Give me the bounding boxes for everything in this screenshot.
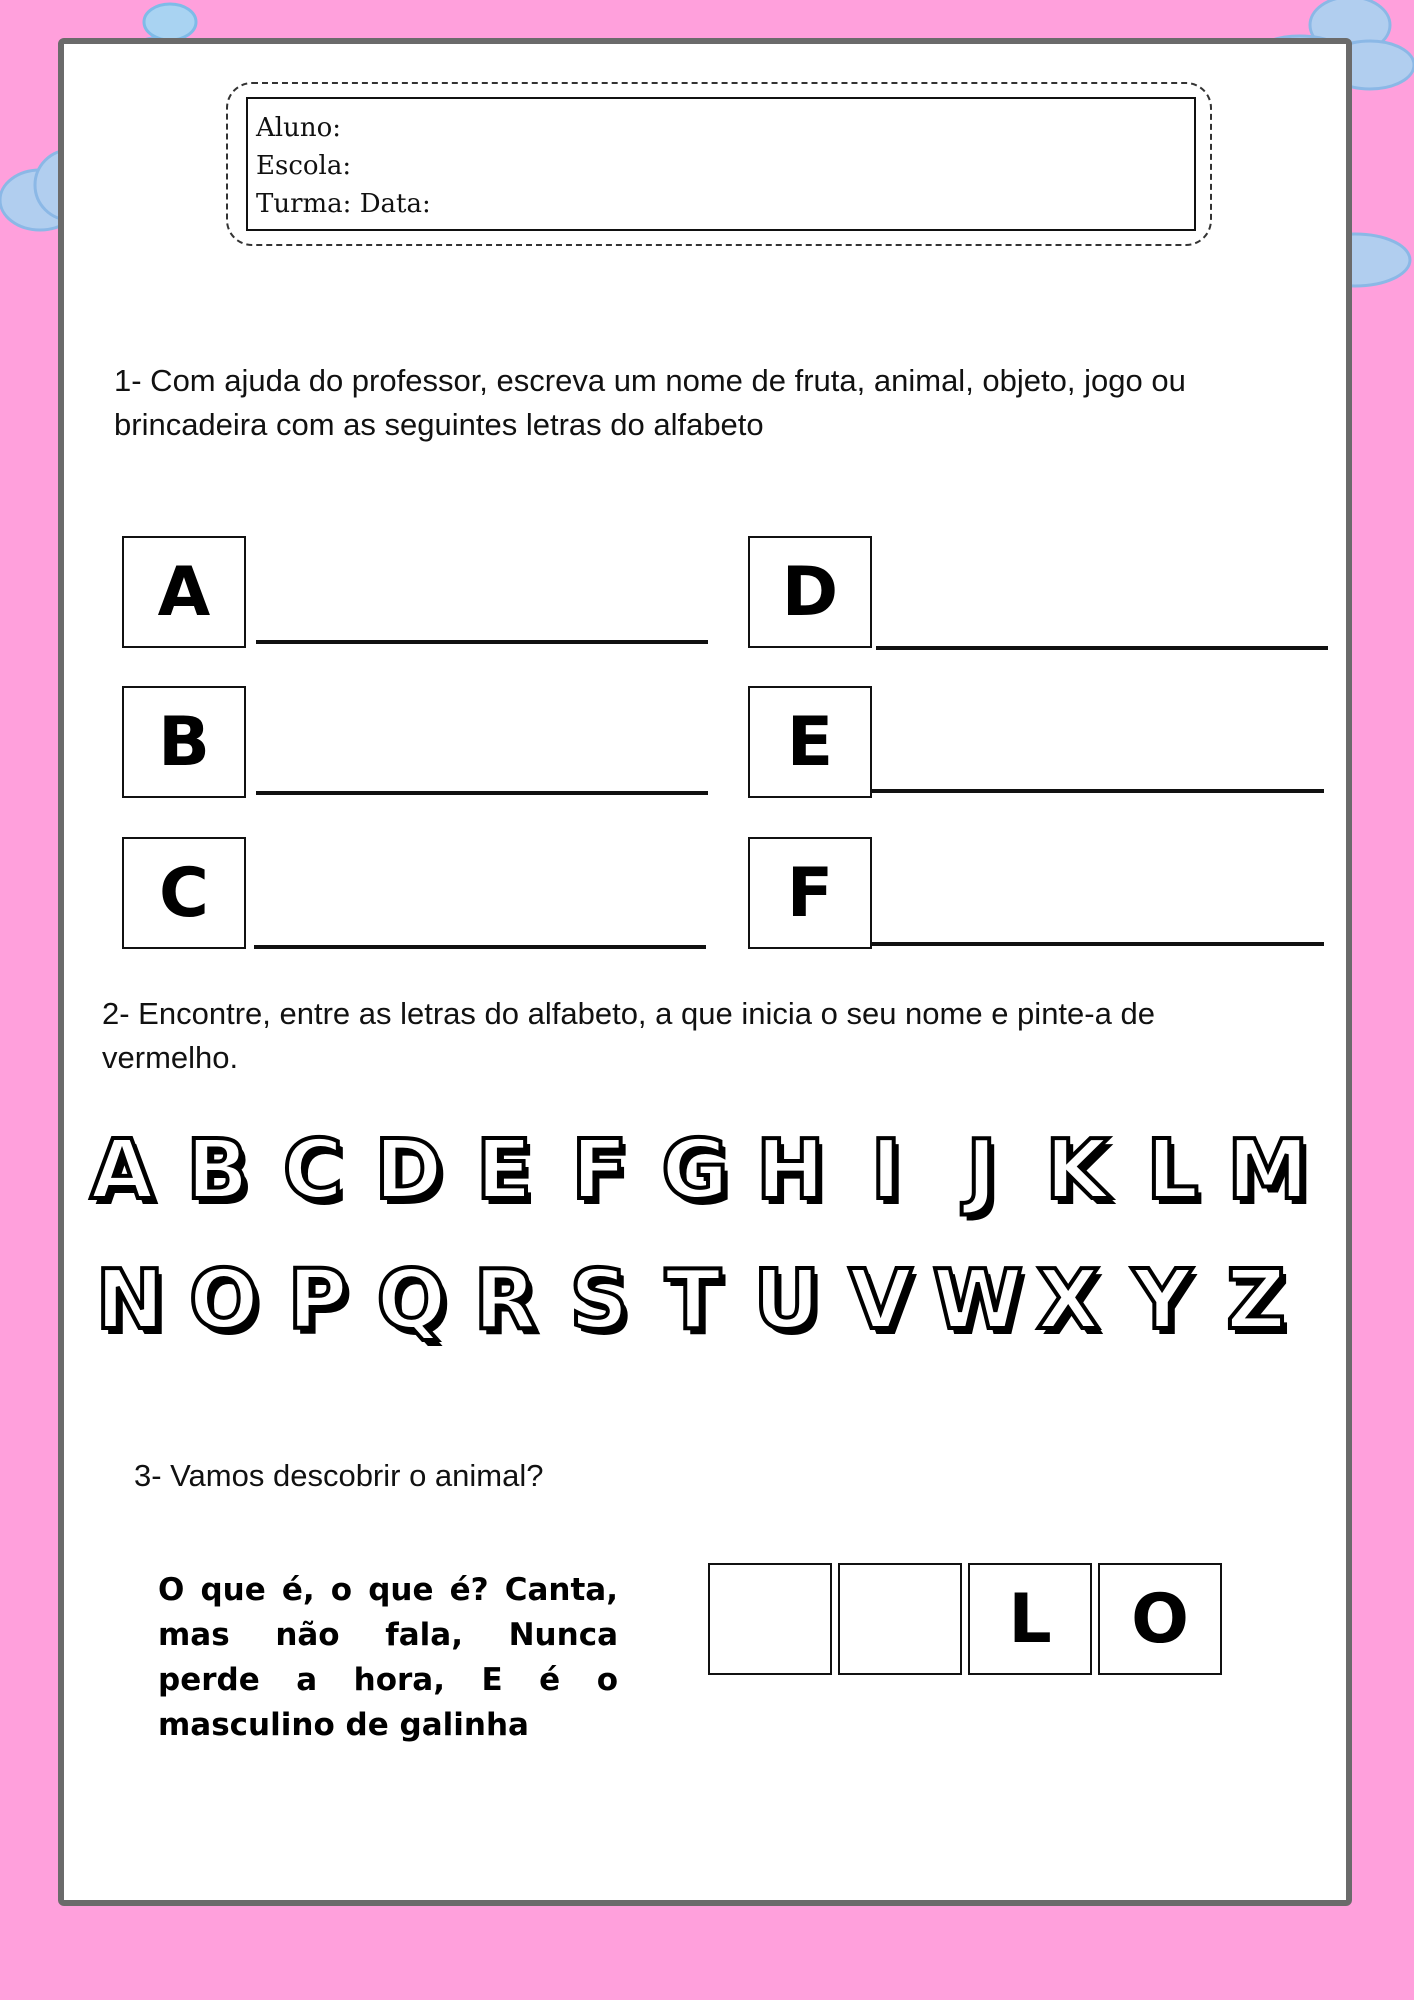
alphabet-letter-o[interactable]: O (188, 1253, 259, 1348)
letter-box-c: C (122, 837, 246, 949)
alphabet-letter-v[interactable]: V (848, 1253, 913, 1348)
question-3-text: 3- Vamos descobrir o animal? (134, 1458, 544, 1493)
aluno-label: Aluno: (256, 113, 341, 143)
alphabet-letter-s[interactable]: S (569, 1253, 629, 1348)
word-box-2[interactable] (838, 1563, 962, 1675)
question-2-text: 2- Encontre, entre as letras do alfabeto, a que inicia o seu nome e pinte-a de vermelho. (102, 996, 1155, 1075)
student-info-box (246, 97, 1196, 231)
question-1-text: 1- Com ajuda do professor, escreva um nome de fruta, animal, objeto, jogo ou brincadeira com as seguintes letras do alfabeto (114, 363, 1186, 442)
word-box-4: O (1098, 1563, 1222, 1675)
letter-box-d: D (748, 536, 872, 648)
letter-box-a: A (122, 536, 246, 648)
riddle-text: O que é, o que é? Canta, mas não fala, Nunca perde a hora, E é o masculino de galinha (158, 1572, 618, 1743)
alphabet-row-1 (80, 1123, 1310, 1218)
answer-line-d[interactable] (876, 646, 1328, 650)
alphabet-letter-q[interactable]: Q (376, 1253, 447, 1348)
alphabet-letter-f[interactable]: F (571, 1123, 628, 1218)
answer-line-a[interactable] (256, 640, 708, 644)
alphabet-letter-y[interactable]: Y (1132, 1253, 1192, 1348)
word-box-3: L (968, 1563, 1092, 1675)
alphabet-letter-u[interactable]: U (753, 1253, 821, 1348)
alphabet-letter-l[interactable]: L (1146, 1123, 1199, 1218)
alphabet-letter-m[interactable]: M (1227, 1123, 1309, 1218)
alphabet-letter-t[interactable]: T (665, 1253, 721, 1348)
answer-line-f[interactable] (872, 942, 1324, 946)
turma-data-label: Turma: Data: (256, 189, 431, 219)
alphabet-letter-b[interactable]: B (186, 1123, 249, 1218)
answer-line-e[interactable] (872, 789, 1324, 793)
alphabet-letter-r[interactable]: R (473, 1253, 537, 1348)
alphabet-letter-p[interactable]: P (287, 1253, 348, 1348)
alphabet-letter-d[interactable]: D (374, 1123, 443, 1218)
alphabet-letter-e[interactable]: E (475, 1123, 532, 1218)
letter-box-e: E (748, 686, 872, 798)
alphabet-letter-i[interactable]: I (870, 1123, 902, 1218)
letter-box-f: F (748, 837, 872, 949)
alphabet-letter-c[interactable]: C (282, 1123, 344, 1218)
alphabet-letter-z[interactable]: Z (1226, 1253, 1286, 1348)
alphabet-letter-k[interactable]: K (1045, 1123, 1109, 1218)
alphabet-row-2 (88, 1253, 1298, 1348)
alphabet-letter-h[interactable]: H (756, 1123, 825, 1218)
letter-box-b: B (122, 686, 246, 798)
alphabet-letter-x[interactable]: X (1036, 1253, 1100, 1348)
alphabet-letter-w[interactable]: W (932, 1253, 1023, 1348)
alphabet-letter-n[interactable]: N (95, 1253, 165, 1348)
alphabet-letter-j[interactable]: J (966, 1123, 997, 1218)
alphabet-letter-a[interactable]: A (90, 1123, 154, 1218)
cloud-top-center-icon (140, 0, 200, 40)
answer-line-b[interactable] (256, 791, 708, 795)
alphabet-letter-g[interactable]: G (661, 1123, 729, 1218)
word-box-1[interactable] (708, 1563, 832, 1675)
answer-line-c[interactable] (254, 945, 706, 949)
escola-label: Escola: (256, 151, 352, 181)
